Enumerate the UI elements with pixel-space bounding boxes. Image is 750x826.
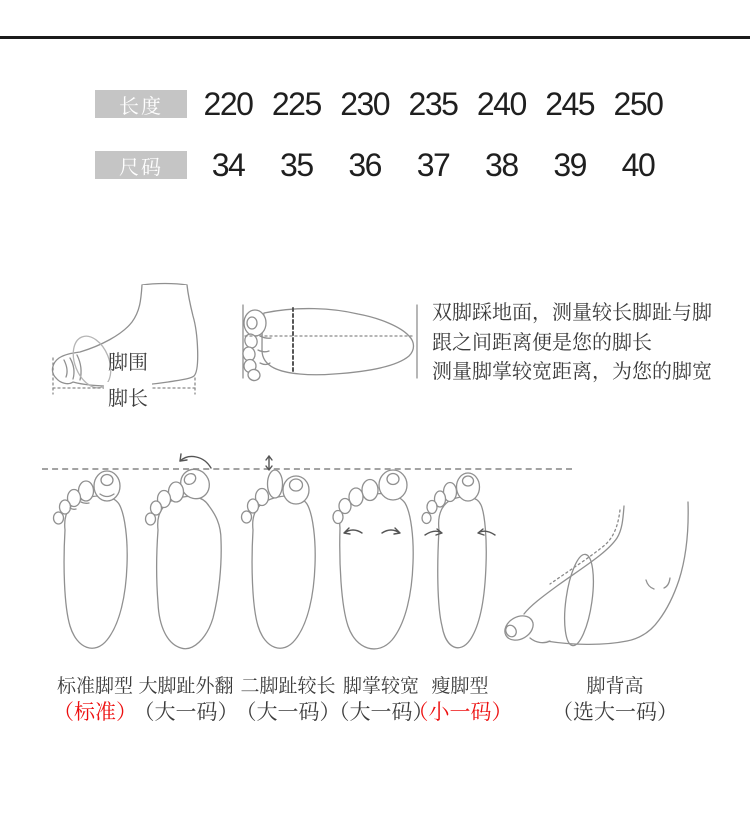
instruction-line: 测量脚掌较宽距离，为您的脚宽 <box>432 361 712 383</box>
length-value: 230 <box>340 85 390 122</box>
foot-type-name: 脚背高 <box>586 676 644 697</box>
foot-type-name: 标准脚型 <box>56 676 133 697</box>
foot-type-advice: （大一码） <box>328 701 434 724</box>
length-label: 脚长 <box>104 382 152 411</box>
foot-length-measure-illustration <box>238 300 423 385</box>
length-values-row <box>194 86 672 122</box>
instruction-line: 双脚踩地面，测量较长脚趾与脚 <box>432 302 712 324</box>
size-values-row <box>194 147 672 183</box>
foot-type-name: 二脚趾较长 <box>240 676 336 697</box>
foot-type-valgus-illustration <box>143 450 233 660</box>
foot-type-high-instep-illustration <box>502 498 707 658</box>
foot-type-advice: （小一码） <box>407 701 513 724</box>
foot-type-name: 瘦脚型 <box>431 676 489 697</box>
size-value: 36 <box>348 146 381 183</box>
foot-type-name: 大脚趾外翻 <box>138 676 234 697</box>
length-value: 220 <box>203 85 253 122</box>
foot-type-item <box>395 676 525 725</box>
length-value: 235 <box>408 85 458 122</box>
measuring-instructions <box>432 299 732 388</box>
length-header: 长度 <box>95 90 187 118</box>
length-value: 245 <box>545 85 595 122</box>
size-value: 39 <box>553 146 586 183</box>
length-value: 250 <box>613 85 663 122</box>
size-value: 35 <box>280 146 313 183</box>
top-divider-line <box>0 36 750 39</box>
foot-type-item <box>550 676 680 725</box>
size-value: 38 <box>485 146 518 183</box>
size-header: 尺码 <box>95 151 187 179</box>
length-value: 240 <box>476 85 526 122</box>
foot-type-standard-illustration <box>50 450 140 660</box>
foot-type-long-second-toe-illustration <box>238 450 328 660</box>
foot-type-advice: （标准） <box>53 701 137 724</box>
foot-type-advice: （大一码） <box>133 701 239 724</box>
length-value: 225 <box>271 85 321 122</box>
foot-type-name: 脚掌较宽 <box>342 676 419 697</box>
size-value: 40 <box>621 146 655 183</box>
foot-type-advice: （选大一码） <box>552 701 678 724</box>
instruction-line: 跟之间距离便是您的脚长 <box>432 331 652 354</box>
foot-type-wide-illustration <box>330 450 420 660</box>
size-value: 34 <box>211 146 245 183</box>
foot-type-thin-illustration <box>415 450 505 660</box>
girth-label: 脚围 <box>108 352 148 374</box>
size-value: 37 <box>416 146 450 183</box>
foot-type-advice: （大一码） <box>235 701 341 724</box>
